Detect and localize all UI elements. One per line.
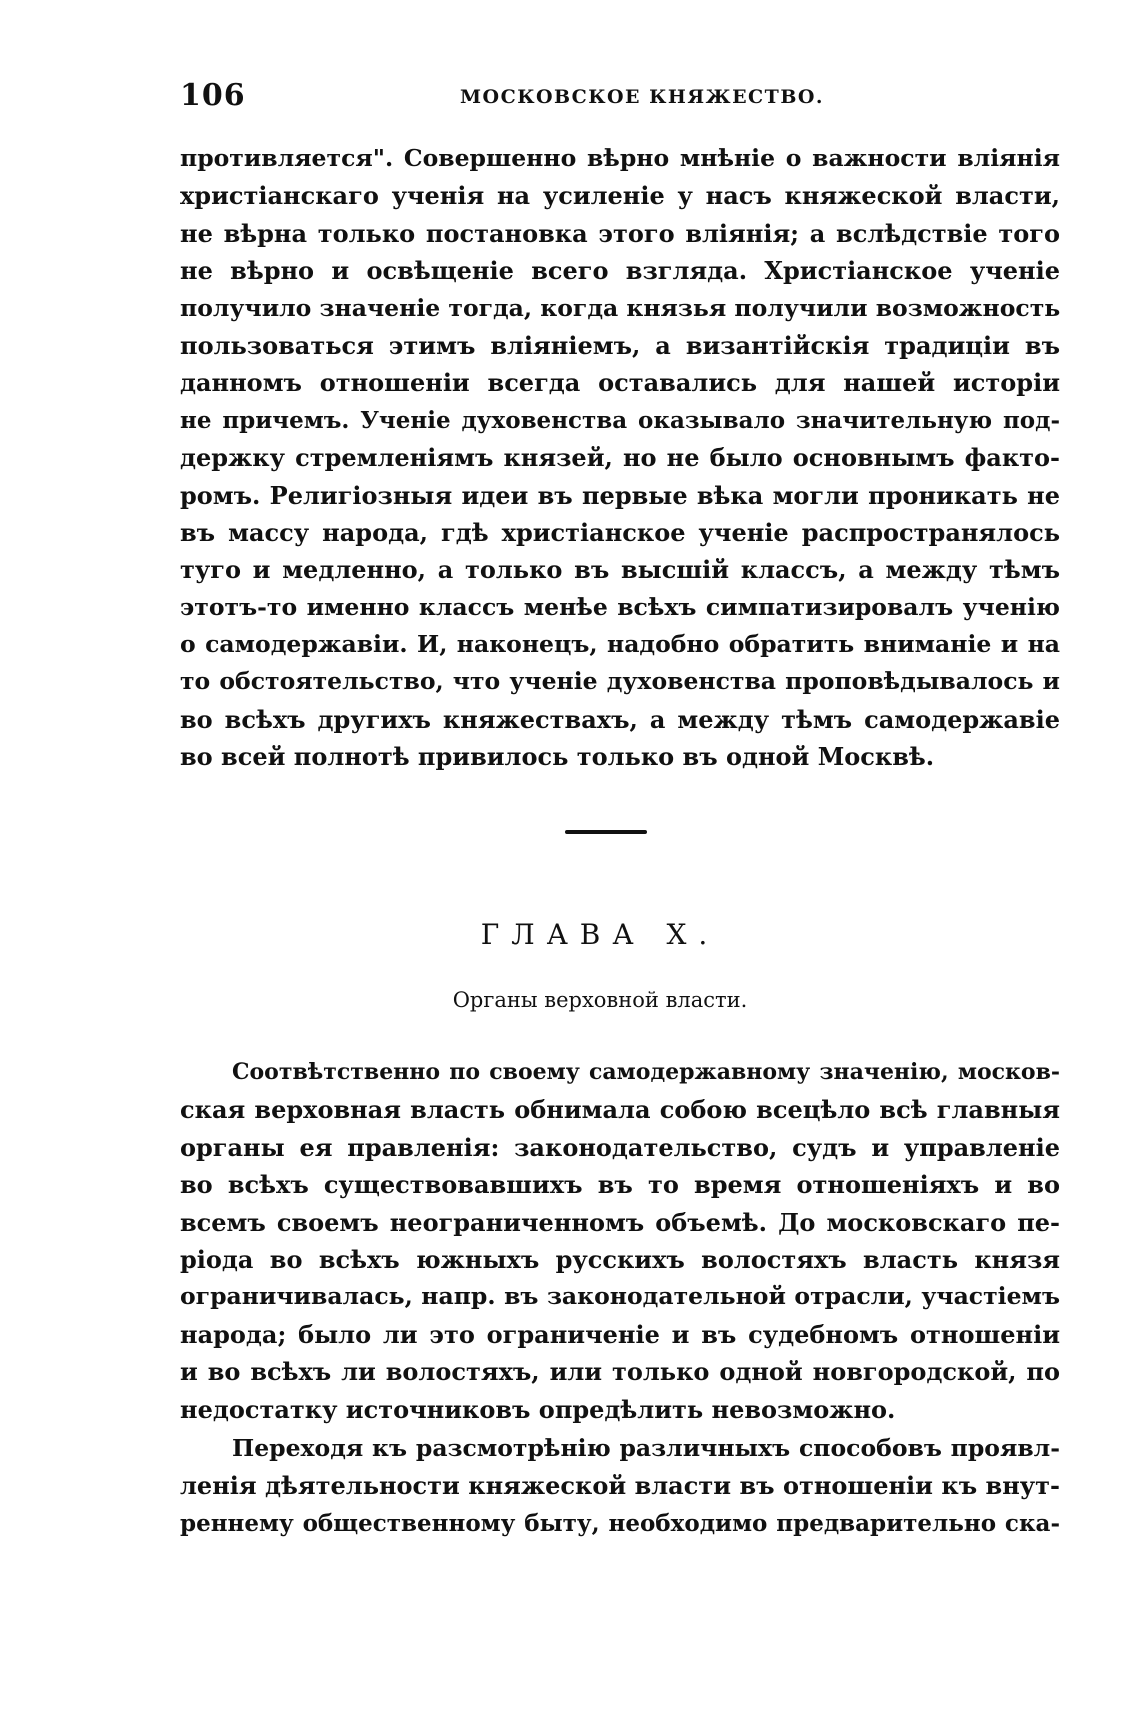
text-line: реннему общественному быту, необходимо предварительно ска-: [180, 1509, 1060, 1537]
text-line: этотъ-то именно классъ менѣе всѣхъ симпатизировалъ ученію: [180, 592, 1060, 621]
text-line: о самодержавіи. И, наконецъ, надобно обратить вниманіе и на: [180, 630, 1060, 659]
text-line: органы ея правленія: законодательство, судъ и управленіе: [180, 1132, 1060, 1162]
text-line: всемъ своемъ неограниченномъ объемѣ. До московскаго пе-: [180, 1207, 1060, 1237]
text-line: ская верховная власть обнимала собою всецѣло всѣ главныя: [180, 1095, 1060, 1125]
text-line: ромъ. Религіозныя идеи въ первые вѣка могли проникать не: [180, 480, 1060, 510]
paragraph-2: [180, 1430, 1060, 1542]
text-line: христіанскаго ученія на усиленіе у насъ княжеской власти,: [180, 181, 1060, 211]
text-line: недостатку источниковъ опредѣлить невозможно.: [180, 1394, 896, 1424]
text-line: Переходя къ разсмотрѣнію различныхъ способовъ проявл-: [232, 1434, 1060, 1462]
text-line: то обстоятельство, что ученіе духовенства проповѣдывалось и: [180, 667, 1060, 696]
text-line: пользоваться этимъ вліяніемъ, а византійскія традиціи въ: [180, 330, 1060, 360]
text-line: туго и медленно, а только въ высшій классъ, а между тѣмъ: [180, 555, 1060, 585]
running-title: МОСКОВСКОЕ КНЯЖЕСТВО.: [460, 86, 825, 108]
text-line: во всѣхъ существовавшихъ въ то время отношеніяхъ и во: [180, 1170, 1060, 1200]
text-line: не вѣрна только постановка этого вліянія; а вслѣдствіе того: [180, 218, 1060, 248]
text-line: противляется". Совершенно вѣрно мнѣніе о важности вліянія: [180, 144, 1060, 172]
text-line: данномъ отношеніи всегда оставались для нашей исторіи: [180, 368, 1060, 398]
text-line: не причемъ. Ученіе духовенства оказывало значительную под-: [180, 406, 1060, 434]
section-divider: [565, 830, 647, 834]
text-line: Соотвѣтственно по своему самодержавному значенію, москов-: [232, 1059, 1060, 1085]
text-line: во всѣхъ другихъ княжествахъ, а между тѣмъ самодержавіе: [180, 704, 1060, 734]
text-line: народа; было ли это ограниченіе и въ судебномъ отношеніи: [180, 1319, 1060, 1349]
continued-paragraph: [180, 140, 1060, 776]
text-line: во всей полнотѣ привилось только въ одной Москвѣ.: [180, 742, 935, 772]
text-line: ленія дѣятельности княжеской власти въ отношеніи къ внут-: [180, 1471, 1060, 1501]
text-line: не вѣрно и освѣщеніе всего взгляда. Христіанское ученіе: [180, 256, 1060, 286]
text-line: и во всѣхъ ли волостяхъ, или только одной новгородской, по: [180, 1357, 1060, 1387]
chapter-heading: ГЛАВА X.: [480, 918, 720, 951]
text-line: въ массу народа, гдѣ христіанское ученіе распространялось: [180, 517, 1060, 547]
text-line: ограничивалась, напр. въ законодательной отрасли, участіемъ: [180, 1282, 1060, 1311]
chapter-subtitle: Органы верховной власти.: [452, 988, 748, 1012]
text-line: держку стремленіямъ князей, но не было основнымъ факто-: [180, 443, 1060, 473]
text-line: ріода во всѣхъ южныхъ русскихъ волостяхъ власть князя: [180, 1244, 1060, 1274]
running-head: [180, 78, 1050, 122]
paragraph-1: [180, 1054, 1060, 1428]
page-number: 106: [180, 78, 246, 113]
text-line: получило значеніе тогда, когда князья получили возможность: [180, 293, 1060, 322]
